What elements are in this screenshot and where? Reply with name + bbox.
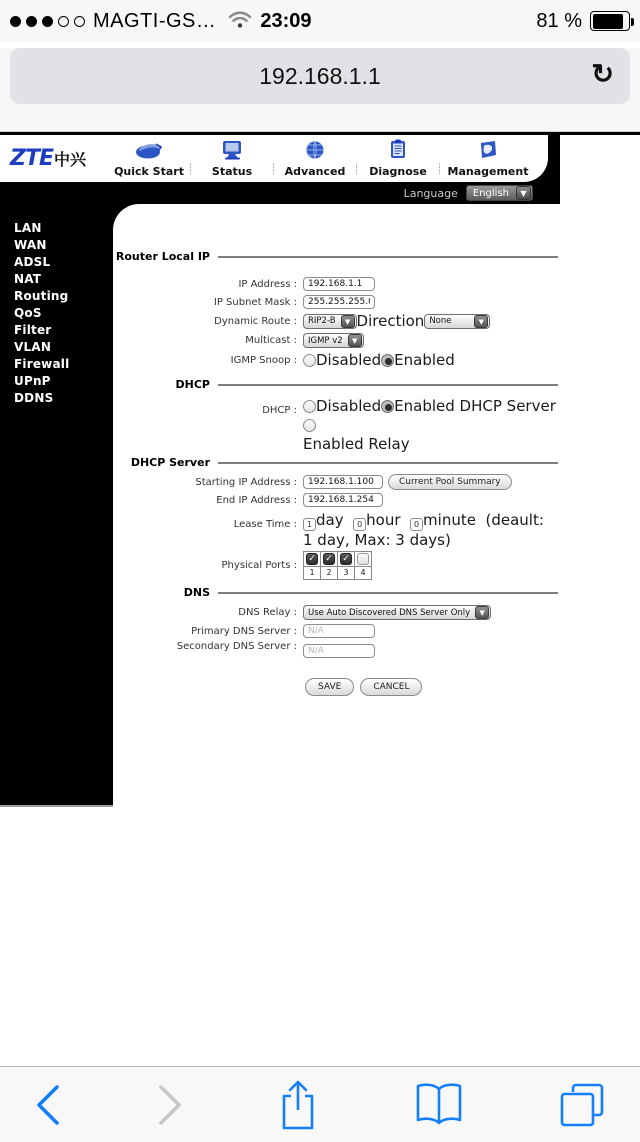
dhcp-enabled-server-radio[interactable]: [381, 400, 394, 413]
multicast-label: Multicast :: [113, 335, 303, 346]
port-4-number: 4: [355, 567, 372, 580]
nav-item-quick-start[interactable]: [108, 140, 190, 178]
nav-label: Diagnose: [369, 165, 427, 178]
zte-logo-chinese: 中兴: [54, 150, 87, 169]
port-1-number: 1: [304, 567, 321, 580]
sidebar-menu: [0, 204, 113, 807]
lease-minute-field[interactable]: [410, 518, 423, 531]
main-nav: [0, 135, 548, 182]
dns-relay-value: Use Auto Discovered DNS Server Only: [308, 607, 471, 618]
physical-ports-label: Physical Ports :: [113, 551, 303, 571]
igmp-snoop-enabled-radio[interactable]: [381, 354, 394, 367]
bookmarks-icon[interactable]: [413, 1081, 465, 1129]
dynamic-route-select[interactable]: [303, 314, 357, 329]
browser-toolbar: [0, 1066, 640, 1142]
router-header: [0, 135, 560, 204]
dhcp-disabled-label: Disabled: [316, 397, 382, 415]
monitor-icon: [219, 140, 245, 164]
status-clock: 23:09: [260, 9, 312, 32]
sidebar-item-adsl[interactable]: ADSL: [14, 255, 51, 269]
port-3-number: 3: [338, 567, 355, 580]
cell-signal-icon: [10, 16, 85, 27]
lease-time-note: (deault: 1 day, Max: 3 days): [303, 511, 544, 549]
direction-value: None: [429, 316, 452, 326]
battery-icon: [590, 11, 630, 31]
sidebar-item-upnp[interactable]: UPnP: [14, 374, 51, 388]
section-heading-dhcp: DHCP: [175, 378, 210, 391]
reload-icon[interactable]: ↻: [591, 59, 614, 89]
igmp-snoop-enabled-label: Enabled: [394, 351, 455, 369]
multicast-select[interactable]: [303, 333, 364, 348]
starting-ip-label: Starting IP Address :: [113, 477, 303, 488]
end-ip-field[interactable]: [303, 493, 383, 507]
dynamic-route-value: RIP2-B: [308, 316, 336, 326]
chevron-down-icon: ▼: [474, 315, 488, 328]
nav-item-status[interactable]: [191, 140, 273, 178]
forward-button[interactable]: [156, 1082, 184, 1128]
nav-label: Quick Start: [114, 165, 184, 178]
section-divider: [218, 462, 558, 464]
chevron-down-icon: ▼: [516, 186, 531, 200]
nav-label: Advanced: [284, 165, 346, 178]
igmp-snoop-disabled-label: Disabled: [316, 351, 382, 369]
dns-relay-select[interactable]: [303, 605, 491, 620]
cancel-button[interactable]: CANCEL: [360, 678, 422, 696]
dhcp-enabled-relay-label: Enabled Relay: [303, 435, 410, 453]
port-1-checkbox[interactable]: ✓: [306, 553, 318, 565]
sidebar-item-routing[interactable]: Routing: [14, 289, 69, 303]
browser-chrome: [0, 48, 640, 132]
share-icon[interactable]: [277, 1078, 319, 1132]
chevron-down-icon: ▼: [475, 606, 489, 619]
nav-item-advanced[interactable]: [274, 140, 356, 178]
dhcp-disabled-radio[interactable]: [303, 400, 316, 413]
section-heading-router-local-ip: Router Local IP: [115, 250, 210, 263]
lease-time-label: Lease Time :: [113, 511, 303, 530]
globe-icon: [304, 140, 326, 164]
language-selected-value: English: [472, 187, 509, 199]
dynamic-route-label: Dynamic Route :: [113, 316, 303, 327]
nav-item-management[interactable]: [440, 140, 536, 178]
lease-hour-field[interactable]: [353, 518, 366, 531]
sidebar-item-qos[interactable]: QoS: [14, 306, 42, 320]
secondary-dns-label: Secondary DNS Server :: [113, 640, 303, 652]
lease-day-label: day: [316, 511, 344, 529]
battery-percent: 81 %: [536, 9, 582, 32]
carrier-name: MAGTI-GS…: [93, 9, 217, 32]
sidebar-item-nat[interactable]: NAT: [14, 272, 42, 286]
port-4-checkbox[interactable]: [357, 553, 369, 565]
sidebar-item-filter[interactable]: Filter: [14, 323, 52, 337]
section-heading-dhcp-server: DHCP Server: [130, 456, 210, 469]
sidebar-item-ddns[interactable]: DDNS: [14, 391, 54, 405]
address-bar[interactable]: [10, 48, 630, 104]
ios-status-bar: [0, 0, 640, 42]
subnet-mask-field[interactable]: [303, 295, 375, 309]
port-2-checkbox[interactable]: ✓: [323, 553, 335, 565]
zte-logo-latin: ZTE: [10, 146, 53, 171]
current-pool-summary-button[interactable]: Current Pool Summary: [388, 474, 512, 490]
ip-address-field[interactable]: [303, 277, 375, 291]
port-3-checkbox[interactable]: ✓: [340, 553, 352, 565]
physical-ports-table: [303, 551, 372, 580]
section-divider: [218, 592, 558, 594]
ip-address-label: IP Address :: [113, 279, 303, 290]
tabs-icon[interactable]: [558, 1081, 606, 1129]
sidebar-item-wan[interactable]: WAN: [14, 238, 47, 252]
settings-form: [113, 204, 560, 807]
section-divider: [218, 384, 558, 386]
sidebar-item-lan[interactable]: LAN: [14, 221, 42, 235]
back-button[interactable]: [34, 1082, 62, 1128]
sidebar-item-firewall[interactable]: Firewall: [14, 357, 70, 371]
zte-logo: [10, 146, 86, 171]
primary-dns-field[interactable]: [303, 624, 375, 638]
chevron-down-icon: ▼: [341, 315, 355, 328]
section-divider: [218, 256, 558, 258]
clipboard-icon: [388, 139, 408, 164]
box-icon: [477, 140, 499, 164]
dns-relay-label: DNS Relay :: [113, 607, 303, 618]
language-label: Language: [403, 186, 458, 200]
nav-label: Management: [447, 165, 529, 178]
save-button[interactable]: SAVE: [305, 678, 354, 696]
secondary-dns-field[interactable]: [303, 644, 375, 658]
primary-dns-label: Primary DNS Server :: [113, 626, 303, 637]
igmp-snoop-disabled-radio[interactable]: [303, 354, 316, 367]
dhcp-label: DHCP :: [113, 397, 303, 416]
lease-day-field[interactable]: [303, 518, 316, 531]
router-admin-page: [0, 132, 640, 1066]
port-2-number: 2: [321, 567, 338, 580]
url-text: 192.168.1.1: [259, 62, 381, 89]
language-select[interactable]: [466, 185, 533, 201]
subnet-mask-label: IP Subnet Mask :: [113, 297, 303, 308]
multicast-value: IGMP v2: [308, 335, 343, 346]
starting-ip-field[interactable]: [303, 475, 383, 489]
lease-hour-label: hour: [366, 511, 401, 529]
section-heading-dns: DNS: [183, 586, 210, 599]
sidebar-item-vlan[interactable]: VLAN: [14, 340, 52, 354]
mouse-icon: [134, 140, 164, 164]
chevron-down-icon: ▼: [348, 334, 362, 347]
nav-item-diagnose[interactable]: [357, 139, 439, 178]
direction-select[interactable]: [424, 314, 490, 329]
lease-minute-label: minute: [423, 511, 476, 529]
direction-label: Direction: [356, 312, 425, 330]
language-bar: [0, 182, 560, 204]
wifi-icon: [228, 11, 252, 35]
nav-label: Status: [211, 165, 253, 178]
dhcp-enabled-server-label: Enabled DHCP Server: [394, 397, 556, 415]
dhcp-enabled-relay-radio[interactable]: [303, 419, 316, 432]
igmp-snoop-label: IGMP Snoop :: [113, 355, 303, 366]
end-ip-label: End IP Address :: [113, 495, 303, 506]
